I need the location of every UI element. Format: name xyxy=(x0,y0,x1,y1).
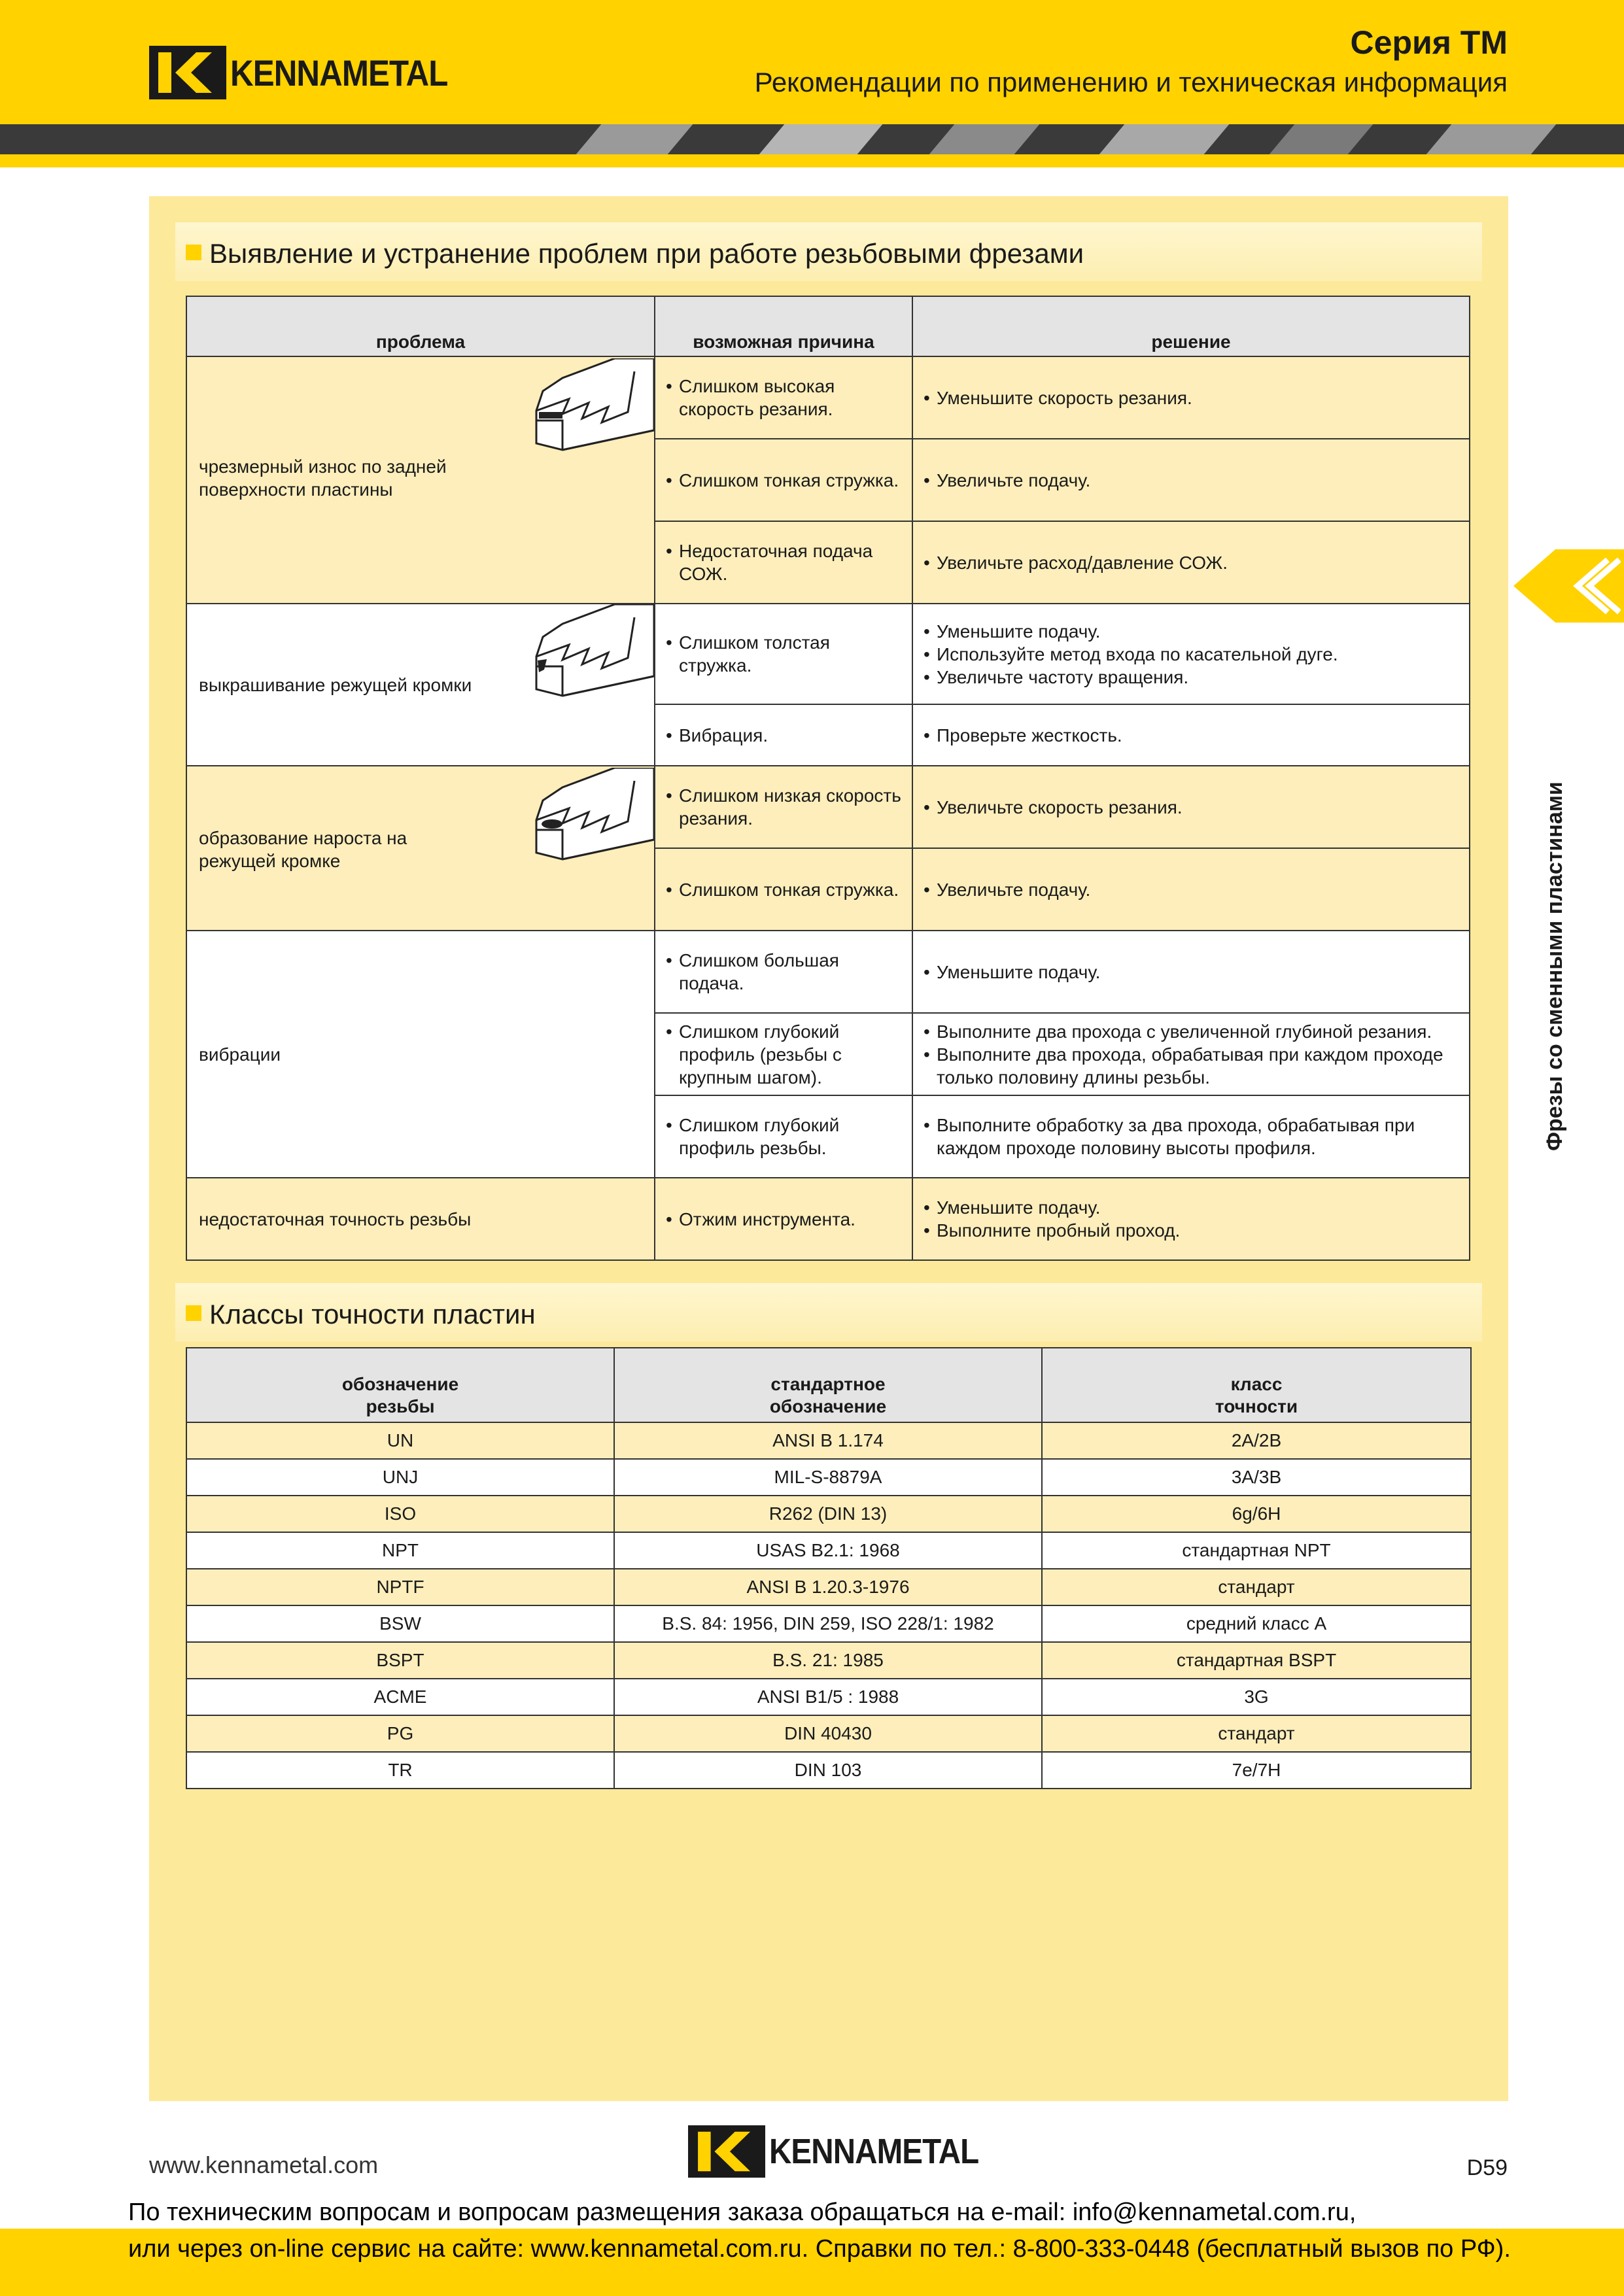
kennametal-wordmark: KENNAMETAL xyxy=(230,52,448,94)
problem-text: чрезмерный износ по задней поверхности пластины xyxy=(199,456,447,500)
chevron-left-icon xyxy=(1562,556,1621,616)
cause-cell: • Слишком глубокий профиль (резьбы с крупным шагом). xyxy=(655,1013,912,1095)
table-cell: R262 (DIN 13) xyxy=(614,1496,1042,1532)
column-header: обозначение резьбы xyxy=(186,1348,614,1422)
problem-text: недостаточная точность резьбы xyxy=(199,1208,472,1229)
table-row xyxy=(186,1422,1471,1459)
column-header: решение xyxy=(912,296,1470,356)
cause-cell: • Слишком тонкая стружка. xyxy=(655,848,912,931)
table-cell: PG xyxy=(186,1715,614,1752)
table-cell: TR xyxy=(186,1752,614,1789)
square-bullet-icon xyxy=(186,245,201,260)
table-cell: ANSI B1/5 : 1988 xyxy=(614,1679,1042,1715)
problem-cell xyxy=(186,356,655,604)
table-row xyxy=(186,766,1470,848)
table-cell: BSPT xyxy=(186,1642,614,1679)
table-cell: 6g/6H xyxy=(1042,1496,1471,1532)
problem-cell xyxy=(186,1178,655,1260)
table-cell: ANSI B 1.174 xyxy=(614,1422,1042,1459)
kennametal-wordmark: KENNAMETAL xyxy=(769,2132,979,2171)
precision-title: Классы точности пластин xyxy=(209,1299,536,1329)
table-cell: ACME xyxy=(186,1679,614,1715)
square-bullet-icon xyxy=(186,1305,201,1321)
table-header-row xyxy=(186,1348,1471,1422)
column-header: проблема xyxy=(186,296,655,356)
kennametal-k-icon xyxy=(688,2125,765,2178)
contact-line: По техническим вопросам и вопросам размещения заказа обращаться на e-mail: info@kennametal.com.ru, xyxy=(128,2199,1356,2226)
table-cell: DIN 40430 xyxy=(614,1715,1042,1752)
cause-cell: • Слишком толстая стружка. xyxy=(655,604,912,704)
kennametal-k-icon xyxy=(149,46,226,99)
table-row xyxy=(186,1569,1471,1605)
table-row xyxy=(186,1679,1471,1715)
table-row xyxy=(186,1532,1471,1569)
table-row xyxy=(186,1715,1471,1752)
solution-cell: • Выполните обработку за два прохода, обрабатывая при каждом проходе половину высоты профиля. xyxy=(912,1095,1470,1178)
precision-heading xyxy=(175,1283,1482,1342)
problem-cell xyxy=(186,604,655,766)
table-cell: UN xyxy=(186,1422,614,1459)
table-row xyxy=(186,1605,1471,1642)
solution-cell: • Уменьшите подачу. • Выполните пробный проход. xyxy=(912,1178,1470,1260)
table-row xyxy=(186,1752,1471,1789)
header-subtitle: Рекомендации по применению и техническая информация xyxy=(754,67,1508,97)
troubleshooting-title: Выявление и устранение проблем при работе резьбовыми фрезами xyxy=(209,238,1084,269)
page-number: D59 xyxy=(1466,2155,1508,2180)
table-cell: стандартная NPT xyxy=(1042,1532,1471,1569)
solution-cell: • Увеличьте подачу. xyxy=(912,439,1470,521)
table-cell: B.S. 84: 1956, DIN 259, ISO 228/1: 1982 xyxy=(614,1605,1042,1642)
table-cell: стандарт xyxy=(1042,1715,1471,1752)
problem-text: выкрашивание режущей кромки xyxy=(199,675,472,695)
table-row xyxy=(186,604,1470,704)
table-row xyxy=(186,1496,1471,1532)
cause-cell: • Недостаточная подача СОЖ. xyxy=(655,521,912,604)
column-header: класс точности xyxy=(1042,1348,1471,1422)
table-cell: BSW xyxy=(186,1605,614,1642)
kennametal-logo[interactable] xyxy=(688,2125,1007,2178)
table-cell: NPT xyxy=(186,1532,614,1569)
problem-cell xyxy=(186,931,655,1178)
table-cell: USAS B2.1: 1968 xyxy=(614,1532,1042,1569)
cause-cell: • Слишком тонкая стружка. xyxy=(655,439,912,521)
solution-cell: • Уменьшите подачу. • Используйте метод входа по касательной дуге. • Увеличьте частоту вращения. xyxy=(912,604,1470,704)
table-row xyxy=(186,931,1470,1013)
table-cell: средний класс А xyxy=(1042,1605,1471,1642)
header-stripe xyxy=(0,124,1624,154)
column-header: возможная причина xyxy=(655,296,912,356)
table-cell: ANSI B 1.20.3-1976 xyxy=(614,1569,1042,1605)
contact-line: или через on-line сервис на сайте: www.kennametal.com.ru. Справки по тел.: 8-800-333-0448 (бесплатный вызов по РФ). xyxy=(128,2235,1511,2263)
column-header: стандартное обозначение xyxy=(614,1348,1042,1422)
solution-cell: • Увеличьте подачу. xyxy=(912,848,1470,931)
solution-cell: • Выполните два прохода с увеличенной глубиной резания. • Выполните два прохода, обрабатывая при каждом проходе только половину длины резьбы. xyxy=(912,1013,1470,1095)
table-cell: MIL-S-8879A xyxy=(614,1459,1042,1496)
table-cell: 3G xyxy=(1042,1679,1471,1715)
website-link[interactable]: www.kennametal.com xyxy=(149,2151,379,2178)
table-cell: 3A/3B xyxy=(1042,1459,1471,1496)
table-cell: UNJ xyxy=(186,1459,614,1496)
kennametal-logo[interactable] xyxy=(149,46,477,99)
table-cell: ISO xyxy=(186,1496,614,1532)
solution-cell: • Уменьшите скорость резания. xyxy=(912,356,1470,439)
solution-cell: • Проверьте жесткость. xyxy=(912,704,1470,766)
troubleshooting-heading xyxy=(175,222,1482,281)
table-row xyxy=(186,1459,1471,1496)
cause-cell: • Слишком глубокий профиль резьбы. xyxy=(655,1095,912,1178)
series-title: Серия TM xyxy=(1350,24,1508,61)
solution-cell: • Увеличьте скорость резания. xyxy=(912,766,1470,848)
table-cell: стандартная BSPT xyxy=(1042,1642,1471,1679)
table-cell: 7e/7H xyxy=(1042,1752,1471,1789)
cause-cell: • Вибрация. xyxy=(655,704,912,766)
solution-cell: • Увеличьте расход/давление СОЖ. xyxy=(912,521,1470,604)
solution-cell: • Уменьшите подачу. xyxy=(912,931,1470,1013)
cause-cell: • Отжим инструмента. xyxy=(655,1178,912,1260)
insert-chipping-icon xyxy=(523,604,654,702)
table-cell: DIN 103 xyxy=(614,1752,1042,1789)
table-row xyxy=(186,1642,1471,1679)
table-cell: B.S. 21: 1985 xyxy=(614,1642,1042,1679)
header-underline xyxy=(0,154,1624,167)
table-cell: стандарт xyxy=(1042,1569,1471,1605)
problem-text: образование нароста на режущей кромке xyxy=(199,828,407,871)
page-header xyxy=(0,0,1624,124)
insert-built-up-edge-icon xyxy=(523,768,654,866)
precision-classes-table xyxy=(186,1347,1472,1789)
cause-cell: • Слишком большая подача. xyxy=(655,931,912,1013)
side-section-label: Фрезы со сменными пластинами xyxy=(1542,781,1567,1151)
insert-flank-wear-icon xyxy=(523,358,654,456)
problem-cell xyxy=(186,766,655,931)
cause-cell: • Слишком низкая скорость резания. xyxy=(655,766,912,848)
problem-text: вибрации xyxy=(199,1044,281,1065)
table-row xyxy=(186,1178,1470,1260)
table-cell: NPTF xyxy=(186,1569,614,1605)
table-row xyxy=(186,356,1470,439)
table-header-row xyxy=(186,296,1470,356)
table-cell: 2A/2B xyxy=(1042,1422,1471,1459)
troubleshooting-table xyxy=(186,296,1470,1261)
cause-cell: • Слишком высокая скорость резания. xyxy=(655,356,912,439)
